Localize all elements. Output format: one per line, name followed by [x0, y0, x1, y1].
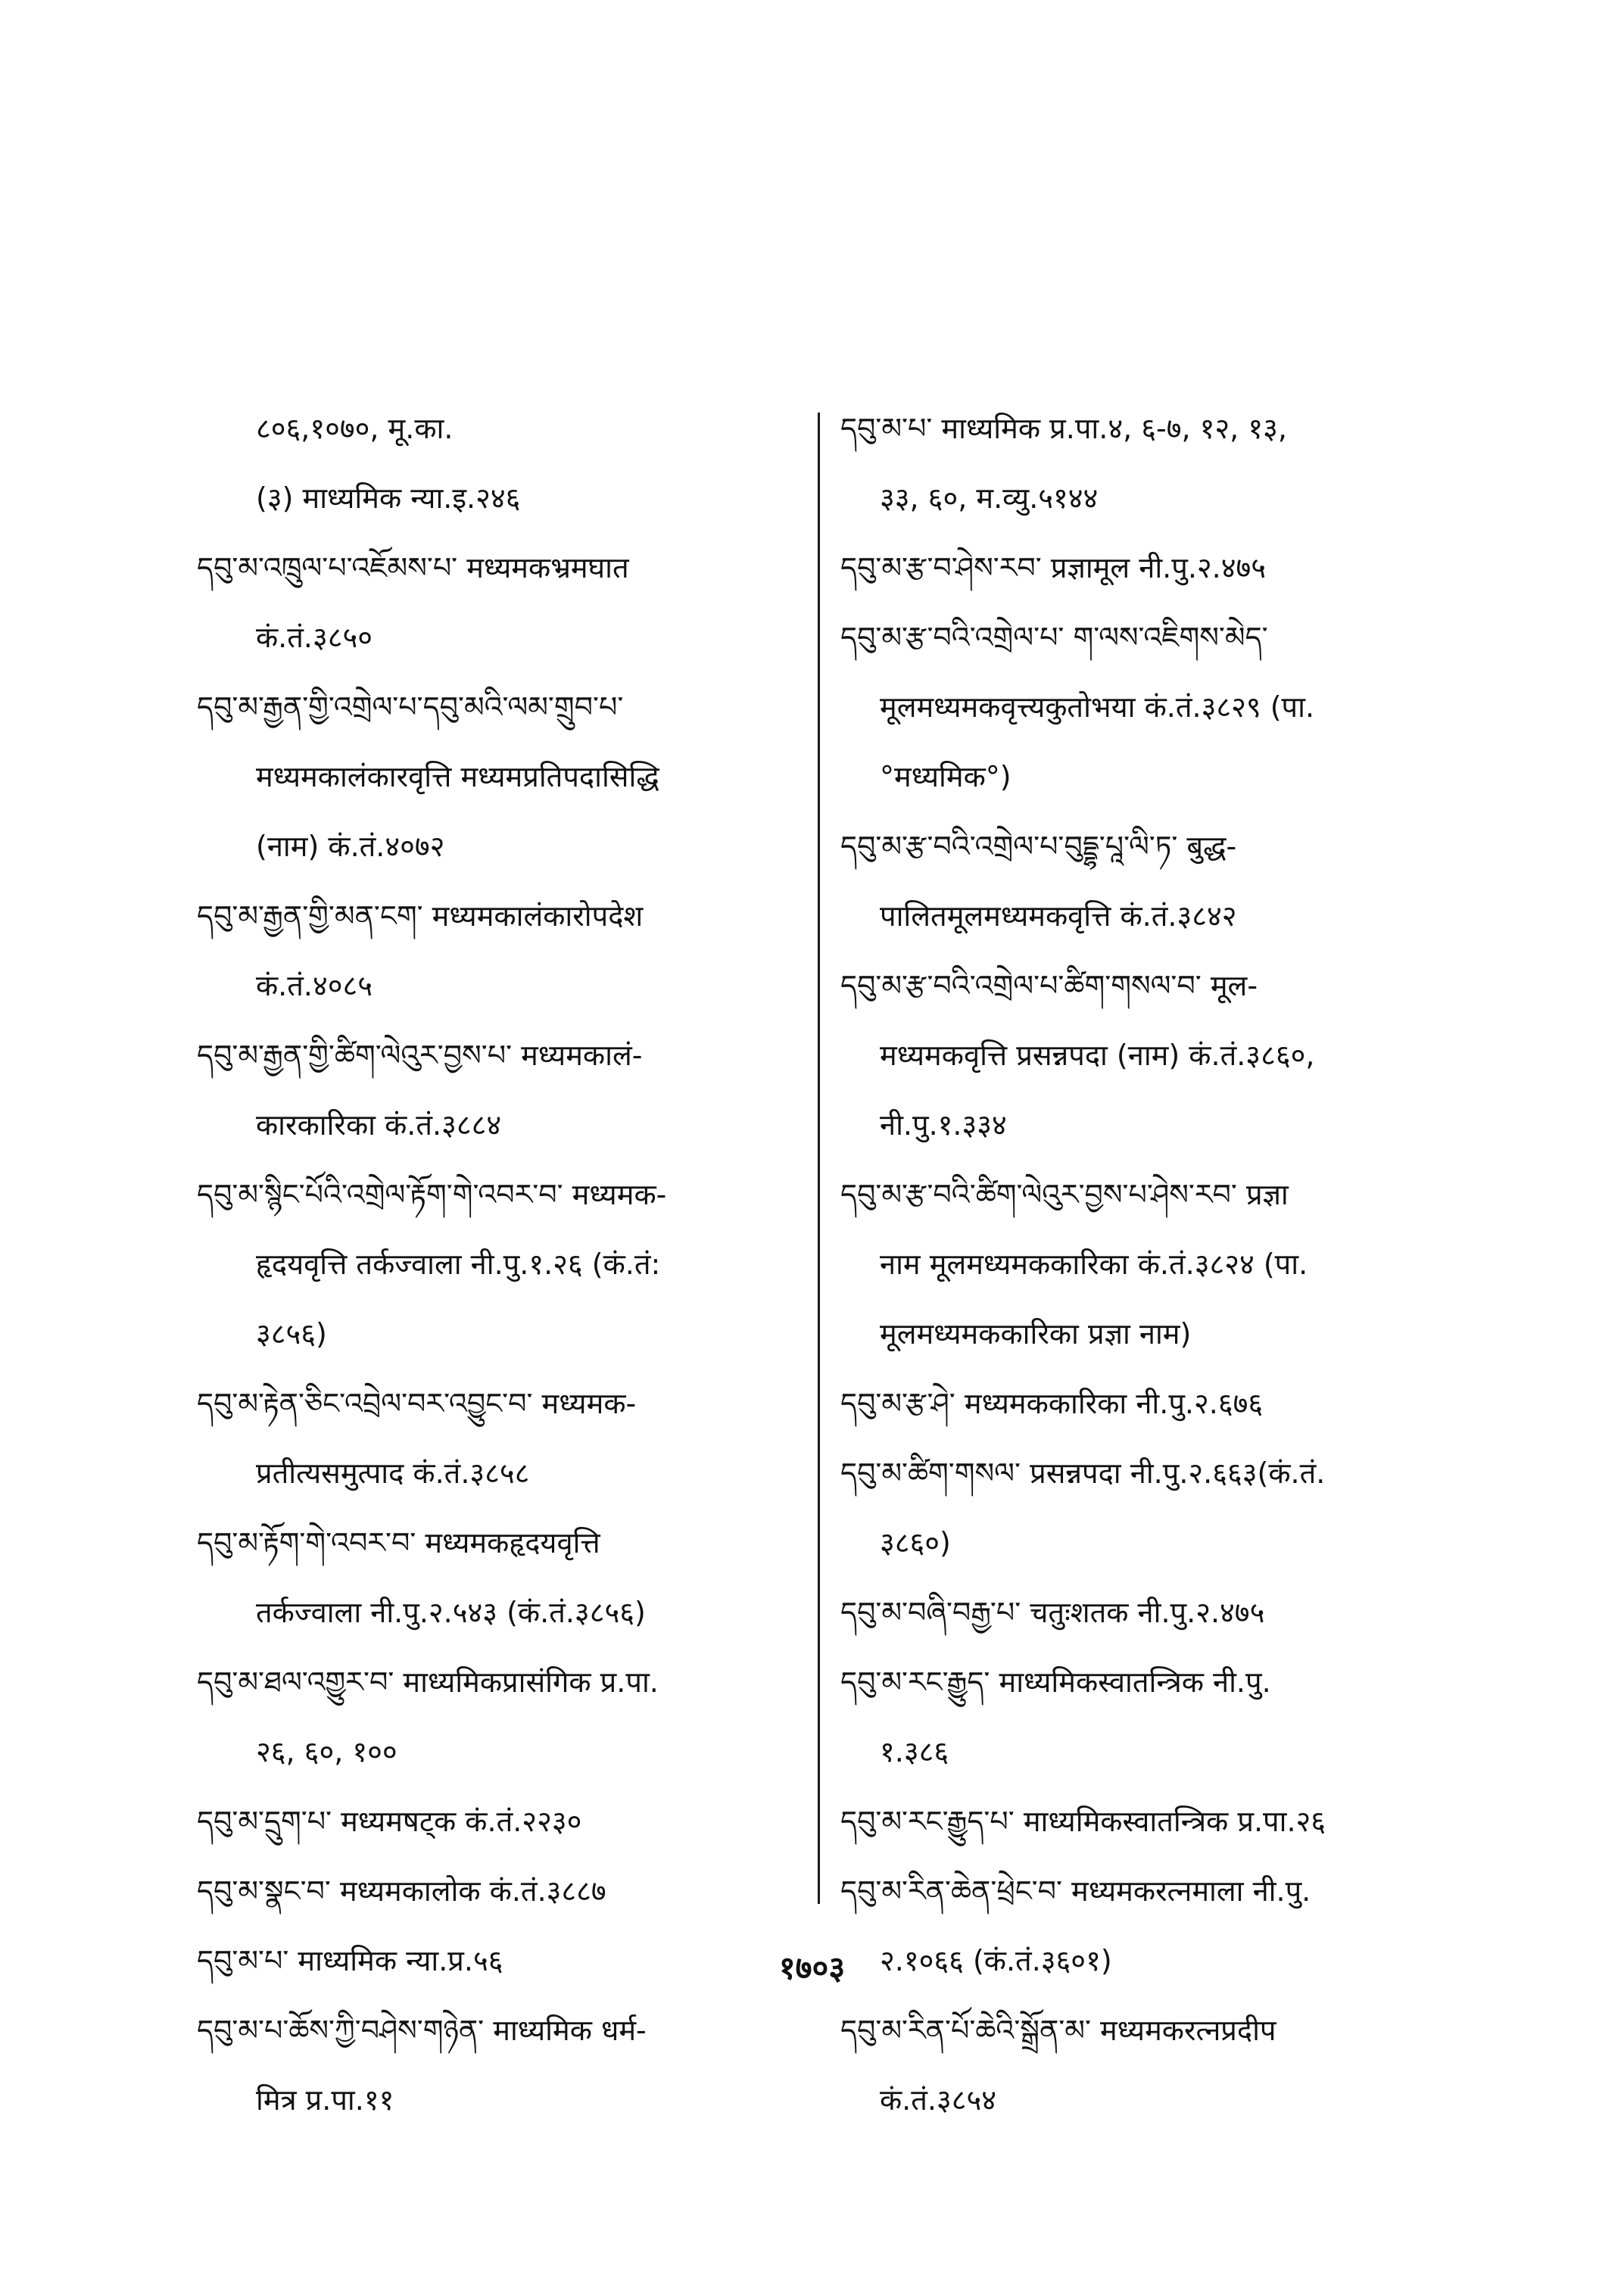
entry-line: དབུ་མ་རང་རྒྱུད་པ་ माध्यमिकस्वातन्त्रिक प्र.पा.२६	[840, 1805, 1326, 1838]
entry-line: नाम मूलमध्यमककारिका कं.तं.३८२४ (पा.	[880, 1248, 1308, 1281]
entry-line: དབུ་མ་རྩ་བ་ཤེས་རབ་ प्रज्ञामूल नी.पु.२.४७५	[840, 551, 1267, 584]
entry-line: मूलमध्यमकवृत्त्यकुतोभया कं.तं.३८२९ (पा.	[880, 690, 1315, 724]
entry-line: དབུ་མ་རྩ་བའི་འགྲེལ་པ་བུདྡྷ་པཱ་ལི་ཏ་ बुद्ध-	[840, 830, 1237, 863]
entry-line: पालितमूलमध्यमकवृत्ति कं.तं.३८४२	[880, 899, 1237, 933]
right-column	[840, 394, 1492, 2135]
entry-line: དབུ་མ་པ་ माध्यमिक न्या.प्र.५६	[197, 1944, 503, 1977]
entry-line: ३८६०)	[880, 1526, 951, 1559]
entry-line: ३३, ६०, म.व्यु.५१४४	[880, 481, 1099, 515]
entry-line: प्रतीत्यसमुत्पाद कं.तं.३८५८	[256, 1456, 530, 1490]
entry-line: དབུ་མ་ཚིག་གསལ་ प्रसन्नपदा नी.पु.२.६६३(कं.तं.	[840, 1456, 1326, 1490]
entry-line: मध्यमकालंकारवृत्ति मध्यमप्रतिपदासिद्धि	[256, 760, 659, 793]
entry-line: དབུ་མ་དྲུག་པ་ मध्यमषट्क कं.तं.२२३०	[197, 1805, 582, 1838]
entry-line: कं.तं.३८५४	[880, 2083, 997, 2117]
entry-line: ८०६,१०७०, मू.का.	[256, 412, 454, 445]
entry-line: तर्कज्वाला नी.पु.२.५४३ (कं.तं.३८५६)	[256, 1596, 646, 1629]
entry-line: དབུ་མ་རྒྱན་གྱི་འགྲེལ་པ་དབུ་མའི་ལམ་གྲུབ་པ་	[197, 690, 624, 724]
entry-line: དབུ་མ་རང་རྒྱུད་ माध्यमिकस्वातन्त्रिक नी.पु.	[840, 1665, 1271, 1699]
entry-line: དབུ་མ་རྩ་བའི་འགྲེལ་པ་ ག་ལས་འཇིགས་མེད་	[840, 621, 1268, 654]
entry-line: २६, ६०, १००	[256, 1735, 397, 1768]
entry-line: དབུ་མ་པ་ माध्यमिक प्र.पा.४, ६-७, १२, १३,	[840, 412, 1287, 445]
page-number: १७०३	[778, 1949, 846, 1986]
entry-line: དབུ་མ་རྒྱན་གྱི་ཚིག་ལེའུར་བྱས་པ་ मध्यमकालं-	[197, 1039, 643, 1072]
entry-line: དབུ་མ་སྣང་བ་ मध्यमकालोक कं.तं.३८८७	[197, 1874, 606, 1908]
entry-line: मूलमध्यमककारिका प्रज्ञा नाम)	[880, 1317, 1192, 1351]
entry-line: (नाम) कं.तं.४०७२	[256, 830, 445, 863]
entry-line: དབུ་མ་རྟེན་ཅིང་འབྲེལ་བར་འབྱུང་བ་ मध्यमक-	[197, 1387, 637, 1420]
entry-line: कं.तं.४०८५	[256, 969, 373, 1002]
entry-line: དབུ་མ་པ་ཆོས་ཀྱི་བཤེས་གཉེན་ माध्यमिक धर्म-	[197, 2014, 647, 2047]
entry-line: དབུ་མ་རྒྱན་གྱི་མན་ངག་ मध्यमकालंकारोपदेश	[197, 899, 644, 933]
entry-line: मित्र प्र.पा.११	[256, 2083, 394, 2117]
column-divider	[818, 413, 820, 1904]
entry-line: དབུ་མ་འཁྲུལ་པ་འཇོམས་པ་ मध्यमकभ्रमघात	[197, 551, 629, 584]
entry-line: २.१०६६ (कं.तं.३६०१)	[880, 1944, 1112, 1977]
entry-line: དབུ་མ་སྙིང་པོའི་འགྲེལ་རྟོག་གེ་འབར་བ་ मध्यमक-	[197, 1178, 667, 1211]
entry-line: कं.तं.३८५०	[256, 621, 373, 654]
entry-line: དབུ་མ་རྩ་ཤེ་ मध्यमककारिका नी.पु.२.६७६	[840, 1387, 1264, 1420]
entry-line: དབུ་མ་རྟོག་གེ་འབར་བ་ मध्यमकहृदयवृत्ति	[197, 1526, 600, 1559]
entry-line: हृदयवृत्ति तर्कज्वाला नी.पु.१.२६ (कं.तं:	[256, 1248, 661, 1281]
left-column	[197, 394, 810, 2135]
entry-line: कारकारिका कं.तं.३८८४	[256, 1108, 502, 1142]
entry-line: ३८५६)	[256, 1317, 327, 1351]
entry-line: °मध्यमिक°)	[880, 760, 1011, 793]
entry-line: དབུ་མ་རྩ་བའི་འགྲེལ་པ་ཚིག་གསལ་བ་ मूल-	[840, 969, 1258, 1002]
entry-line: དབུ་མ་བཞི་བརྒྱ་པ་ चतुःशतक नी.पु.२.४७५	[840, 1596, 1265, 1629]
entry-line: (३) माध्यमिक न्या.इ.२४६	[256, 481, 521, 515]
entry-line: དབུ་མ་རིན་ཆེན་ཕྲེང་བ་ मध्यमकरत्नमाला नी.पु.	[840, 1874, 1311, 1908]
entry-line: དབུ་མ་རྩ་བའི་ཚིག་ལེའུར་བྱས་པ་ཤེས་རབ་ प्रज्ञा	[840, 1178, 1289, 1211]
entry-line: དབུ་མ་ཐལ་འགྱུར་བ་ माध्यमिकप्रासंगिक प्र.पा.	[197, 1665, 659, 1699]
entry-line: དབུ་མ་རིན་པོ་ཆེའི་སྒྲོན་མ་ मध्यमकरत्नप्रदीप	[840, 2014, 1276, 2047]
entry-line: नी.पु.१.३३४	[880, 1108, 1007, 1142]
entry-line: मध्यमकवृत्ति प्रसन्नपदा (नाम) कं.तं.३८६०,	[880, 1039, 1315, 1072]
entry-line: १.३८६	[880, 1735, 949, 1768]
